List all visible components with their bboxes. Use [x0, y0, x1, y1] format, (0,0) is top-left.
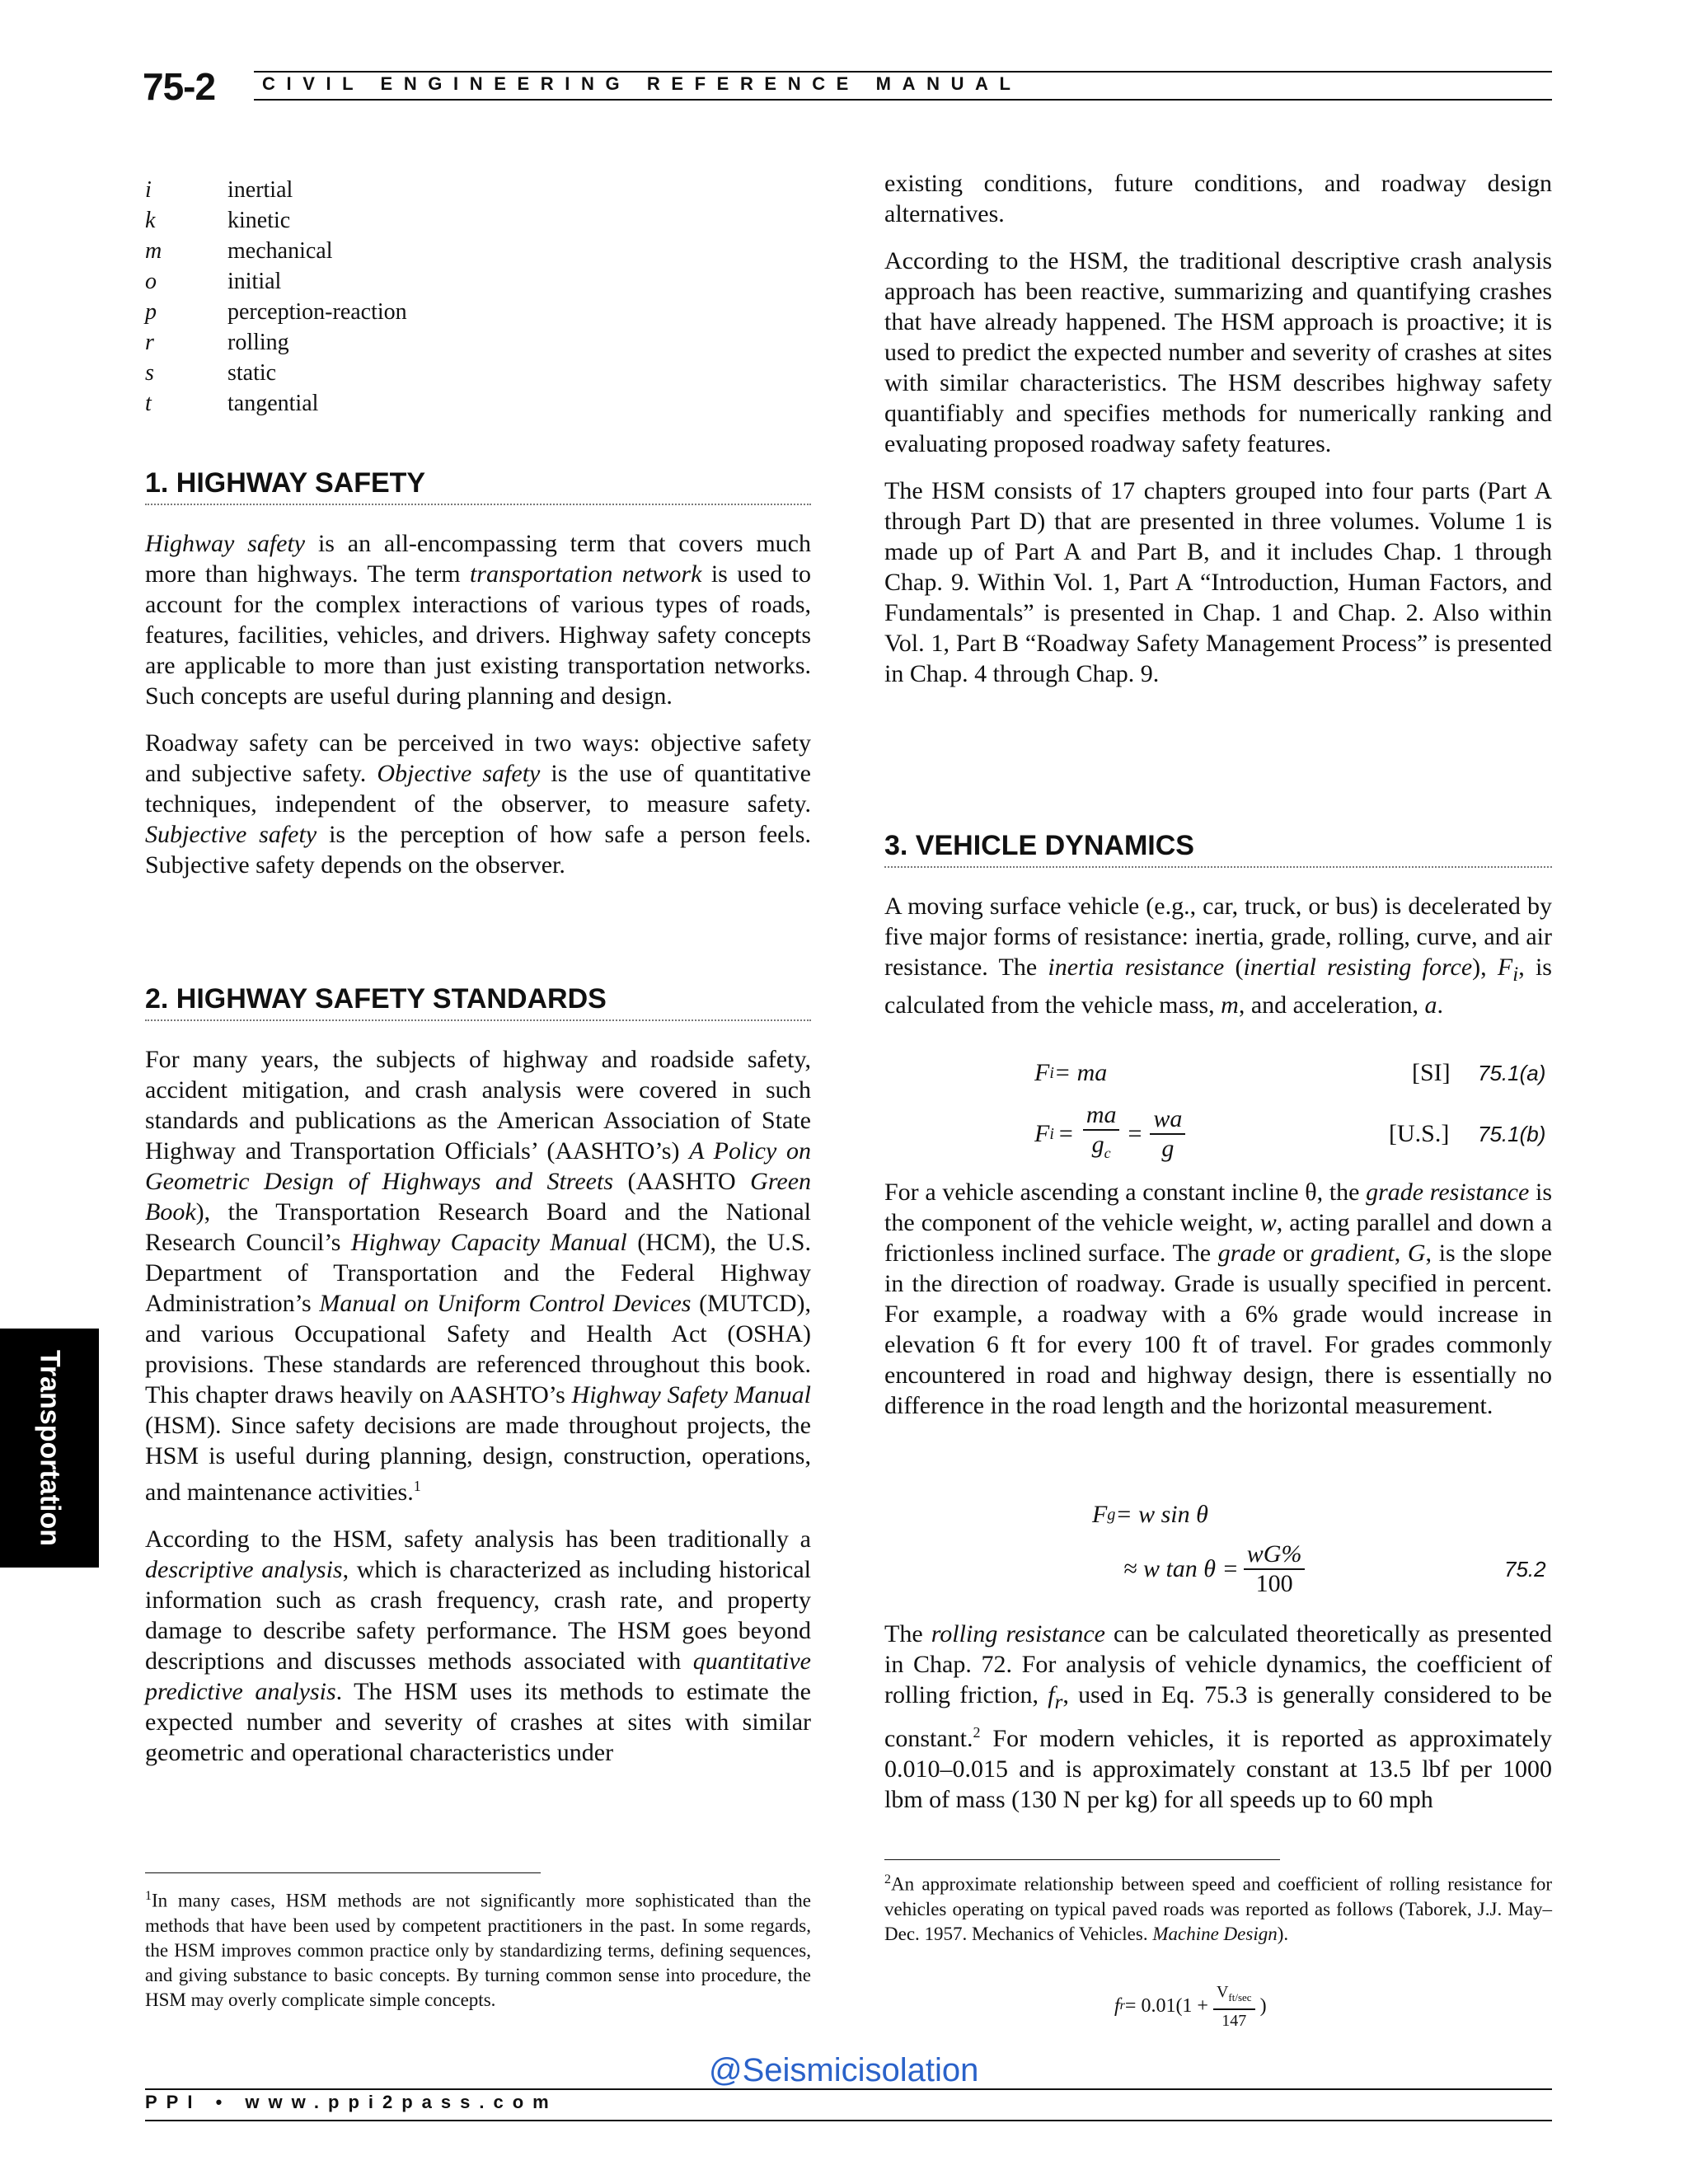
symbol-row — [145, 175, 508, 205]
footnote-2: $^2$An approximate relationship between speed and coefficient of rolling resistance for vehicles operating on typical paved roads was reported as follows (Taborek, J.J. May–Dec. 1957. Mechanics of Vehicles. Machine Design). — [884, 1872, 1552, 1944]
eq-label: 75.1(b) — [1478, 1121, 1546, 1146]
symbol-key: m — [145, 238, 162, 264]
subscript-symbols-list — [145, 175, 508, 419]
equation-75-2-line1: F g = w sin θ — [1092, 1501, 1208, 1528]
footnote-1: $^1$In many cases, HSM methods are not significantly more sophisticated than the methods that have been used by competent practitioners in the past. In some regards, the HSM improves common practice only by standardizing terms, defining sequences, and giving substance to basic concepts. By turning common sense into procedure, the HSM may overly complicate simple concepts. — [145, 1889, 811, 2010]
header-rule-bottom — [254, 99, 1552, 101]
footer-rule-top — [145, 2088, 1552, 2090]
paragraph: For many years, the subjects of highway and roadside safety, accident mitigation, and crash analysis were covered in such standards and publications as the American Association of State Highway and Transportation Officials’ (AASHTO’s) A Policy on Geometric Design of Highways and Streets (AASHTO Green Book), the Transportation Research Board and the National Research Council’s Highway Capacity Manual (HCM), the U.S. Department of Transportation and the Federal Highway Administration’s Manual on Uniform Control Devices (MUTCD), and various Occupational Safety and Health Act (OSHA) provisions. These standards are referenced throughout this book. This chapter draws heavily on AASHTO’s Highway Safety Manual (HSM). Since safety decisions are made throughout projects, the HSM is useful during planning, design, construction, operations, and maintenance activities.$^1$ — [145, 1046, 812, 1506]
symbol-label: static — [227, 360, 277, 386]
side-tab-label: Transportation — [34, 1349, 66, 1547]
paragraph: According to the HSM, safety analysis has been traditionally a descriptive analysis, which is characterized as including historical information such as crash frequency, crash rate, and property damage to describe safety performance. The HSM goes beyond descriptions and discusses methods associated with quantitative predictive analysis. The HSM uses its methods to estimate the expected number and severity of crashes at sites with similar geometric and operational characteristics under — [145, 1526, 812, 1766]
eq-unit: [U.S.] — [1389, 1120, 1450, 1147]
symbol-label: rolling — [227, 330, 289, 355]
rolling-resistance-text — [884, 1619, 1552, 1831]
page-number: 75-2 — [143, 65, 216, 108]
paragraph: Roadway safety can be perceived in two ways: objective safety and subjective safety. Objective safety is the use of quantitative techniques, independent of the observer, to measure safety. Subjective safety is the perception of how safe a person feels. Subjective safety depends on the observer. — [145, 729, 811, 879]
symbol-row — [145, 327, 508, 358]
fraction: $\frac{V_{ft/sec}}{147}$ — [1213, 1981, 1255, 2032]
paragraph: A moving surface vehicle (e.g., car, truck, or bus) is decelerated by five major forms of resistance: inertia, grade, rolling, curve, and air resistance. The inertia resistance (inertial resisting force), $F_i$, is calculated from the vehicle mass, m, and acceleration, a. — [884, 893, 1552, 1019]
symbol-label: perception-reaction — [227, 299, 407, 325]
fraction: $\frac{wa}{g}$ — [1150, 1105, 1185, 1163]
eq-unit: [SI] — [1412, 1059, 1451, 1086]
symbol-row — [145, 297, 508, 327]
eq-label: 75.1(a) — [1478, 1060, 1546, 1085]
paragraph: According to the HSM, the traditional descriptive crash analysis approach has been reactive, summarizing and quantifying crashes that have already happened. The HSM approach is proactive; it is used to predict the expected number and severity of crashes at sites with similar characteristics. The HSM describes highway safety quantifiably and specifies methods for numerically ranking and evaluating proposed roadway safety features. — [884, 247, 1552, 457]
header-rule-top — [254, 71, 1552, 73]
eq-sub: i — [1049, 1124, 1054, 1143]
footnote-equation: f r = 0.01(1 + $\frac{V_{ft/sec}}{147}$ ) — [1114, 1982, 1267, 2030]
symbol-row — [145, 205, 508, 236]
paragraph: For a vehicle ascending a constant incline θ, the grade resistance is the component of the vehicle weight, w, acting parallel and down a frictionless inclined surface. The grade or gradient, G, is the slope in the direction of roadway. Grade is usually specified in percent. For example, a roadway with a 6% grade would increase in elevation 6 ft for every 100 ft of travel. For grades commonly encountered in road and highway design, there is essentially no difference in the road length and the horizontal measurement. — [884, 1179, 1553, 1419]
section-heading: 2. HIGHWAY SAFETY STANDARDS — [145, 984, 811, 1021]
eq-rhs: = ma — [1053, 1059, 1108, 1086]
section-heading: 3. VEHICLE DYNAMICS — [884, 831, 1552, 868]
symbol-key: s — [145, 360, 154, 386]
eq-sub: i — [1049, 1063, 1054, 1082]
fraction: $\frac{ma}{g_c}$ — [1083, 1101, 1120, 1167]
symbol-key: r — [145, 330, 154, 355]
symbol-label: initial — [227, 269, 282, 294]
symbol-key: t — [145, 391, 152, 416]
footer-text: PPI • www.ppi2pass.com — [145, 2092, 558, 2112]
symbol-label: inertial — [227, 177, 293, 203]
symbol-key: k — [145, 208, 156, 233]
running-title: CIVIL ENGINEERING REFERENCE MANUAL — [262, 73, 1022, 94]
symbol-row — [145, 358, 508, 388]
eq-lhs: F — [1034, 1120, 1050, 1147]
watermark-text: @Seismicisolation — [709, 2052, 979, 2088]
paragraph: The HSM consists of 17 chapters grouped into four parts (Part A through Part D) that are presented in three volumes. Volume 1 is made up of Part A and Part B, and it includes Chap. 1 through Chap. 9. Within Vol. 1, Part A “Introduction, Human Factors, and Fundamentals” is presented in Chap. 1 and Chap. 2. Also within Vol. 1, Part B “Roadway Safety Management Process” is presented in Chap. 4 through Chap. 9. — [884, 477, 1552, 687]
symbol-key: o — [145, 269, 157, 294]
equation-75-2-line2: ≈ w tan θ = $\frac{wG\%}{100}$ 75.2 — [1123, 1540, 1546, 1597]
symbol-label: mechanical — [227, 238, 333, 264]
eq-label: 75.2 — [1504, 1556, 1546, 1582]
footnote-rule — [884, 1859, 1280, 1860]
eq-lhs: F — [1034, 1059, 1050, 1086]
equation-75-1b: F i = $\frac{ma}{g_c}$ = $\frac{wa}{g}$ [U.S.] 75.1(b) — [1034, 1101, 1552, 1167]
symbol-row — [145, 236, 508, 266]
paragraph: existing conditions, future conditions, and roadway design alternatives. — [884, 170, 1552, 227]
section-vehicle-dynamics — [884, 831, 1552, 1037]
symbol-key: p — [145, 299, 157, 325]
symbol-key: i — [145, 177, 152, 203]
symbol-row — [145, 388, 508, 419]
section-highway-safety — [145, 468, 811, 897]
right-column-intro — [884, 168, 1552, 705]
footnote-rule — [145, 1872, 541, 1873]
paragraph: The rolling resistance can be calculated theoretically as presented in Chap. 72. For analysis of vehicle dynamics, the coefficient of rolling friction, $f_r$, used in Eq. 75.3 is generally considered to be constant.$^2$ For modern vehicles, it is reported as approximately 0.010–0.015 and is approximately constant at 13.5 lbf per 1000 lbm of mass (130 N per kg) for all speeds up to 60 mph — [884, 1620, 1552, 1813]
symbol-label: kinetic — [227, 208, 291, 233]
equation-75-1a — [1034, 1057, 1552, 1090]
paragraph: Highway safety is an all-encompassing term that covers much more than highways. The term transportation network is used to account for the complex interactions of various types of roads, features, facilities, vehicles, and drivers. Highway safety concepts are applicable to more than just existing transportation networks. Such concepts are useful during planning and design. — [145, 530, 812, 710]
fraction: $\frac{wG\%}{100}$ — [1244, 1540, 1306, 1598]
footer-rule-bottom — [145, 2120, 1552, 2121]
section-heading: 1. HIGHWAY SAFETY — [145, 468, 811, 505]
symbol-row — [145, 266, 508, 297]
section-highway-safety-standards — [145, 984, 811, 1784]
grade-resistance-text — [884, 1177, 1552, 1437]
symbol-label: tangential — [227, 391, 319, 416]
